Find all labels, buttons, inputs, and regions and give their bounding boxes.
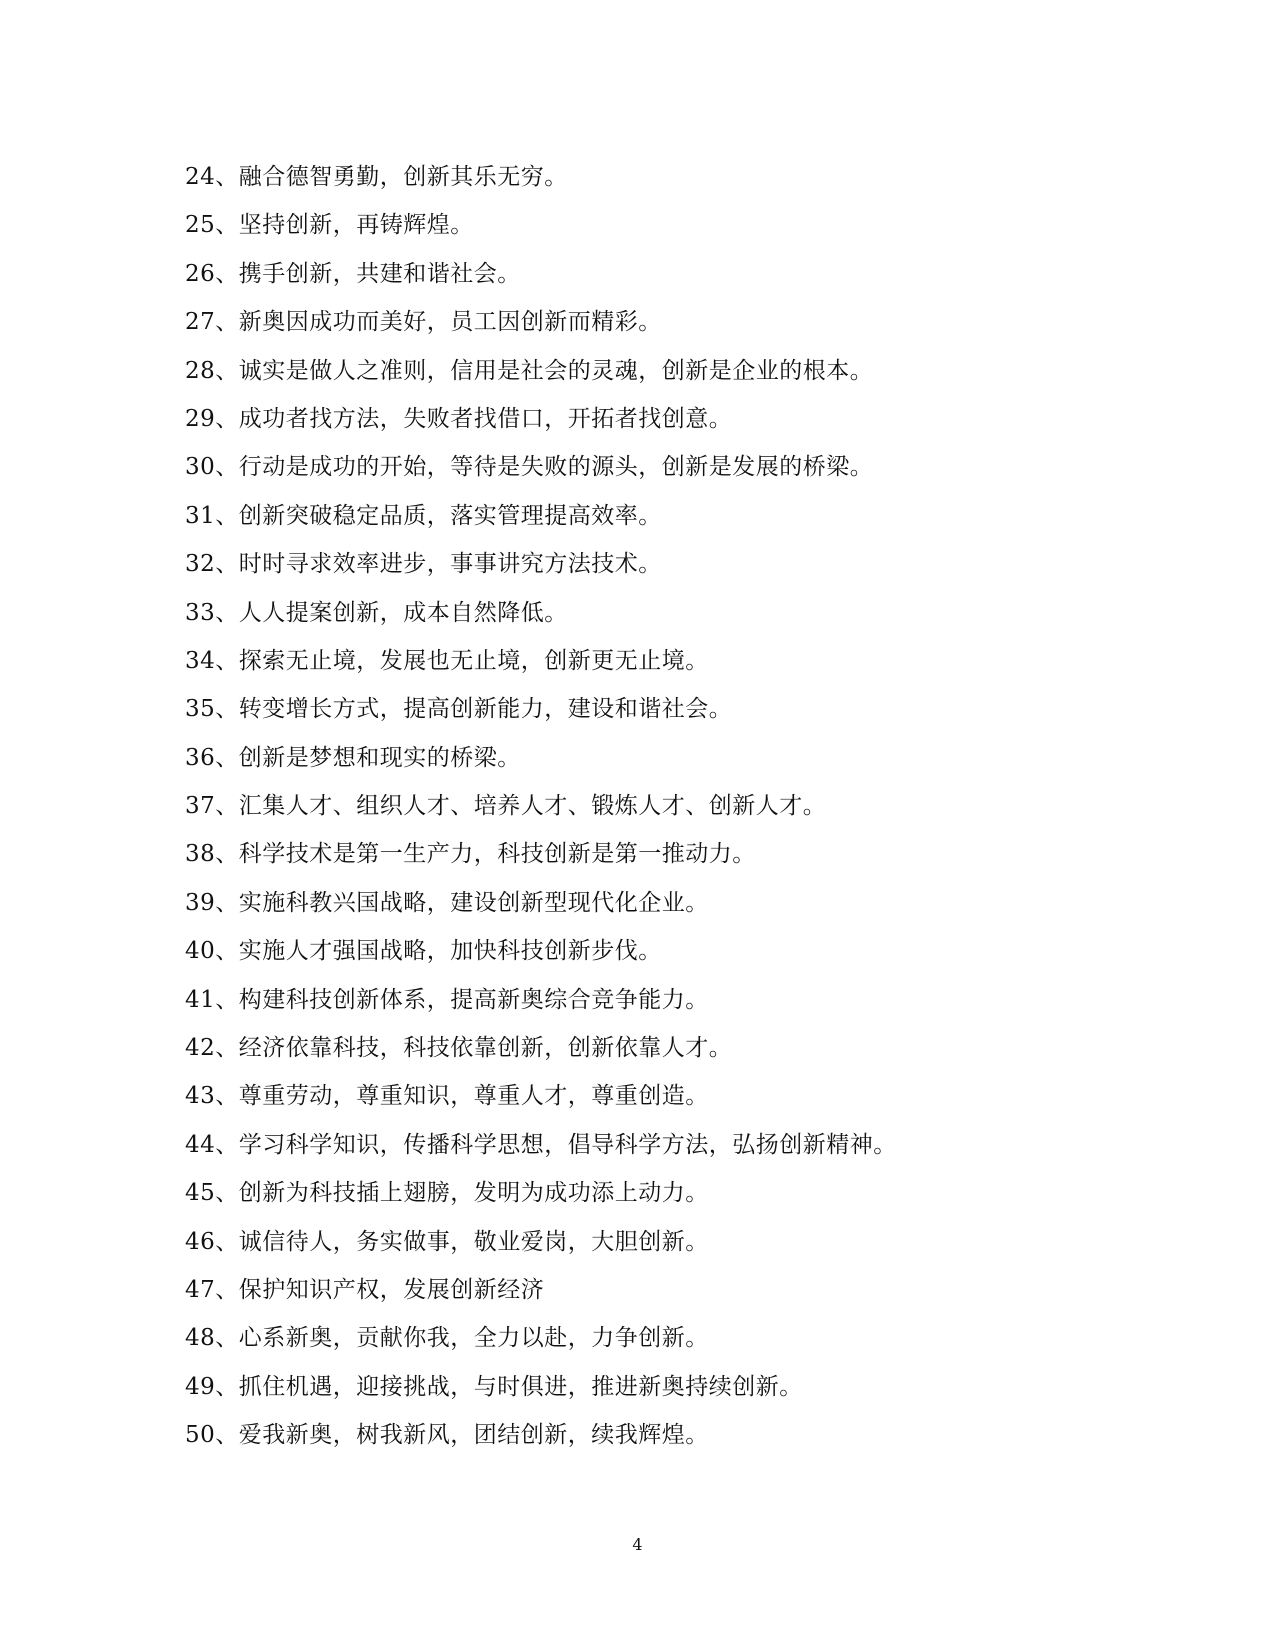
list-item: 29、成功者找方法，失败者找借口，开拓者找创意。 xyxy=(185,405,733,432)
list-item: 48、心系新奥，贡献你我，全力以赴，力争创新。 xyxy=(185,1325,709,1352)
list-item: 43、尊重劳动，尊重知识，尊重人才，尊重创造。 xyxy=(185,1083,709,1110)
list-item: 37、汇集人才、组织人才、培养人才、锻炼人才、创新人才。 xyxy=(185,793,827,820)
list-item: 33、人人提案创新，成本自然降低。 xyxy=(185,599,568,626)
list-item: 44、学习科学知识，传播科学思想，倡导科学方法，弘扬创新精神。 xyxy=(185,1131,897,1158)
list-item: 28、诚实是做人之准则，信用是社会的灵魂，创新是企业的根本。 xyxy=(185,357,874,384)
list-item: 26、携手创新，共建和谐社会。 xyxy=(185,260,521,287)
list-item: 50、爱我新奥，树我新风，团结创新，续我辉煌。 xyxy=(185,1422,709,1449)
list-item: 35、转变增长方式，提高创新能力，建设和谐社会。 xyxy=(185,696,733,723)
list-item: 30、行动是成功的开始，等待是失败的源头，创新是发展的桥梁。 xyxy=(185,454,874,481)
list-item: 25、坚持创新，再铸辉煌。 xyxy=(185,212,474,239)
list-item: 36、创新是梦想和现实的桥梁。 xyxy=(185,744,521,771)
slogan-list xyxy=(185,153,1185,1460)
list-item: 38、科学技术是第一生产力，科技创新是第一推动力。 xyxy=(185,841,756,868)
list-item: 31、创新突破稳定品质，落实管理提高效率。 xyxy=(185,502,662,529)
list-item: 49、抓住机遇，迎接挑战，与时俱进，推进新奥持续创新。 xyxy=(185,1373,803,1400)
list-item: 42、经济依靠科技，科技依靠创新，创新依靠人才。 xyxy=(185,1035,733,1062)
list-item: 41、构建科技创新体系，提高新奥综合竞争能力。 xyxy=(185,986,709,1013)
page-number: 4 xyxy=(632,1535,643,1554)
list-item: 47、保护知识产权，发展创新经济 xyxy=(185,1276,545,1303)
list-item: 39、实施科教兴国战略，建设创新型现代化企业。 xyxy=(185,889,709,916)
list-item: 24、融合德智勇勤，创新其乐无穷。 xyxy=(185,164,568,190)
list-item: 46、诚信待人，务实做事，敬业爱岗，大胆创新。 xyxy=(185,1228,709,1255)
list-item: 45、创新为科技插上翅膀，发明为成功添上动力。 xyxy=(185,1180,709,1207)
list-item: 27、新奥因成功而美好，员工因创新而精彩。 xyxy=(185,309,662,336)
list-item: 40、实施人才强国战略，加快科技创新步伐。 xyxy=(185,938,662,965)
list-item: 34、探索无止境，发展也无止境，创新更无止境。 xyxy=(185,647,709,674)
list-item: 32、时时寻求效率进步，事事讲究方法技术。 xyxy=(185,551,662,578)
